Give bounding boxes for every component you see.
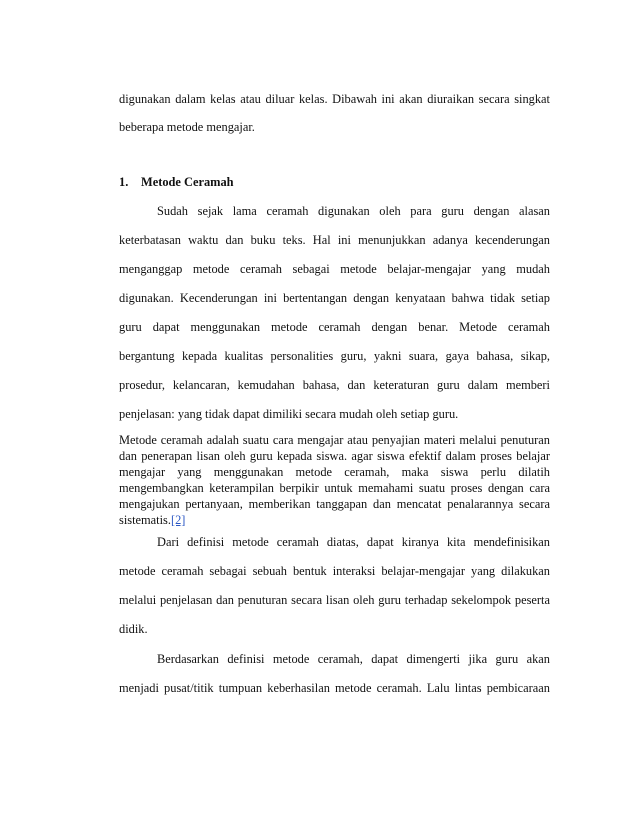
body-line: beberapa metode mengajar. (119, 120, 255, 134)
section-title: Metode Ceramah (141, 175, 234, 189)
body-line: guru dapat menggunakan metode ceramah dengan benar. Metode ceramah (119, 320, 550, 334)
citation-link[interactable]: [2] (170, 513, 186, 527)
section-number: 1. (119, 175, 129, 189)
body-line: Metode ceramah adalah suatu cara mengajar atau penyajian materi melalui penuturan (119, 433, 550, 447)
body-line: metode ceramah sebagai sebuah bentuk interaksi belajar-mengajar yang dilakukan (119, 564, 550, 578)
body-line: prosedur, kelancaran, kemudahan bahasa, dan keteraturan guru dalam memberi (119, 378, 550, 392)
body-line: mengajukan pertanyaan, memberikan tanggapan dan mencatat penalarannya secara (119, 497, 550, 511)
body-line: didik. (119, 622, 148, 636)
body-line: mengajar yang menggunakan metode ceramah, maka siswa perlu dilatih (119, 465, 550, 479)
body-line: digunakan dalam kelas atau diluar kelas. Dibawah ini akan diuraikan secara singkat (119, 92, 550, 106)
body-line: penjelasan: yang tidak dapat dimiliki secara mudah oleh setiap guru. (119, 407, 459, 421)
body-line: Sudah sejak lama ceramah digunakan oleh para guru dengan alasan (157, 204, 550, 218)
body-line: menjadi pusat/titik tumpuan keberhasilan metode ceramah. Lalu lintas pembicaraan (119, 681, 550, 695)
body-text: sistematis. (119, 513, 171, 527)
body-line: bergantung kepada kualitas personalities guru, yakni suara, gaya bahasa, sikap, (119, 349, 550, 363)
body-line: Berdasarkan definisi metode ceramah, dapat dimengerti jika guru akan (157, 652, 550, 666)
body-line: menganggap metode ceramah sebagai metode belajar-mengajar yang mudah (119, 262, 550, 276)
body-line: keterbatasan waktu dan buku teks. Hal ini menunjukkan adanya kecenderungan (119, 233, 550, 247)
body-line: dan penerapan lisan oleh guru kepada siswa. agar siswa efektif dalam proses belajar (119, 449, 550, 463)
body-line: mengembangkan keterampilan berpikir untuk memahami suatu proses dengan cara (119, 481, 550, 495)
body-line: Dari definisi metode ceramah diatas, dapat kiranya kita mendefinisikan (157, 535, 550, 549)
section-heading (119, 175, 234, 190)
body-line: melalui penjelasan dan penuturan secara lisan oleh guru terhadap sekelompok peserta (119, 593, 550, 607)
body-line: digunakan. Kecenderungan ini bertentangan dengan kenyataan bahwa tidak setiap (119, 291, 550, 305)
body-line (119, 513, 550, 528)
